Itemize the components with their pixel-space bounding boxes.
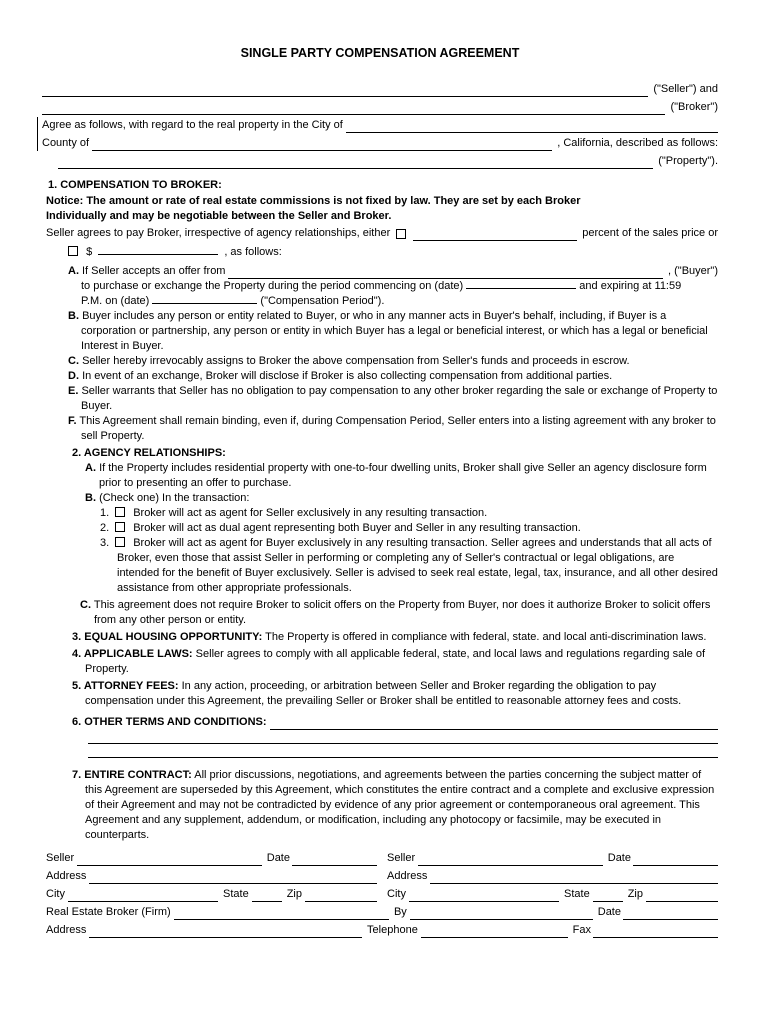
seller-1-state-label: State (223, 888, 249, 900)
agree-text: Agree as follows, with regard to the real property in the City of (42, 119, 343, 131)
agency-option-3 (100, 536, 718, 596)
buyer-tag-label: , ("Buyer") (668, 265, 718, 277)
broker-by-label: By (393, 906, 407, 918)
seller-2-date-field[interactable] (633, 854, 718, 866)
item-1b-letter: B. (68, 310, 79, 322)
buyer-name-field[interactable] (228, 267, 663, 279)
commencing-date-field[interactable] (466, 279, 576, 289)
seller-1-date-field[interactable] (292, 854, 377, 866)
item-1a-line-2 (81, 279, 718, 294)
broker-tag-label: ("Broker") (670, 101, 718, 113)
commission-notice: Notice: The amount or rate of real estate commissions is not fixed by law. They are set by each Broker Individually and may be negotiable between the Seller and Broker. (46, 195, 581, 222)
option-1-text: Broker will act as agent for Seller exclusively in any resulting transaction. (133, 507, 488, 519)
item-1f-letter: F. (68, 415, 77, 427)
item-1a-line3-text: P.M. on (date) (81, 295, 150, 307)
seller-2-address-label: Address (387, 870, 428, 882)
item-2a-letter: A. (85, 462, 96, 474)
item-1c-text: Seller hereby irrevocably assigns to Broker the above compensation from Seller's funds and proceeds in escrow. (82, 355, 630, 367)
option-2-text: Broker will act as dual agent representing both Buyer and Seller in any resulting transaction. (133, 522, 581, 534)
seller-1-signature-field[interactable] (77, 854, 262, 866)
item-1a-line1-text: If Seller accepts an offer from (82, 265, 226, 277)
item-1c (68, 354, 718, 369)
section-3-heading: 3. EQUAL HOUSING OPPORTUNITY: (72, 631, 263, 643)
item-1a (42, 263, 718, 309)
item-1d-letter: D. (68, 370, 79, 382)
compensation-period-label: ("Compensation Period"). (260, 295, 385, 307)
property-description-field[interactable] (58, 157, 653, 169)
city-field[interactable] (346, 121, 718, 133)
section-2-heading: 2. AGENCY RELATIONSHIPS: (72, 447, 226, 459)
section-6-heading: 6. OTHER TERMS AND CONDITIONS: (72, 716, 267, 728)
item-1a-line-3 (81, 294, 718, 309)
item-1e-text: Seller warrants that Seller has no obligation to pay compensation to any other broker regarding the sale or exchange of Property to Buyer. (81, 385, 718, 412)
item-1c-letter: C. (68, 355, 79, 367)
signature-block (46, 851, 718, 938)
seller-2-label: Seller (387, 852, 416, 864)
seller-1-city-group (46, 887, 377, 902)
broker-address-label: Address (46, 924, 87, 936)
seller-2-date-label: Date (607, 852, 631, 864)
compensation-dollar-line (68, 245, 718, 260)
agency-option-1 (100, 506, 718, 521)
seller-2-address-group (387, 869, 718, 884)
item-1e (68, 384, 718, 414)
seller-1-zip-field[interactable] (305, 890, 377, 902)
broker-address-row (46, 923, 718, 938)
item-2a-text: If the Property includes residential property with one-to-four dwelling units, Broker shall give Seller an agency disclosure form prior to presenting an offer to purchase. (99, 462, 707, 489)
item-1b-text: Buyer includes any person or entity related to Buyer, or who in any manner acts in Buyer's behalf, including, if Buyer is a corporation or partnership, any person or entity in which Buyer has a legal or beneficial interest, or which has a legal or beneficial Interest in Buyer. (81, 310, 708, 352)
seller-2-city-group (387, 887, 718, 902)
percent-checkbox[interactable] (396, 229, 406, 239)
seller-1-zip-label: Zip (286, 888, 302, 900)
property-tag-label: ("Property"). (658, 155, 718, 167)
section-5 (72, 679, 718, 709)
item-1a-letter: A. (68, 265, 79, 277)
section-4 (72, 647, 718, 677)
option-1-number: 1. (100, 507, 110, 519)
dollar-sign: $ (86, 246, 93, 258)
section-5-heading: 5. ATTORNEY FEES: (72, 680, 179, 692)
item-2b (85, 491, 718, 506)
seller-name-line (42, 81, 718, 97)
expiration-date-field[interactable] (152, 294, 257, 304)
item-2a (85, 461, 718, 491)
property-line (42, 153, 718, 169)
section-3-text: The Property is offered in compliance with federal, state. and local anti-discrimination laws. (265, 631, 707, 643)
section-1-heading: 1. COMPENSATION TO BROKER: (48, 179, 222, 191)
option-3-text: Broker will act as agent for Buyer exclusively in any resulting transaction. Seller agrees and understands that all acts of Broker, even those that assist Seller in performing or completing any of Seller's contractual or legal obligations, are intended for the benefit of Buyer exclusively. Seller is advised to seek real estate, legal, tax, insurance, and all other desired assistance from other appropriate professionals. (117, 537, 718, 594)
option-3-number: 3. (100, 537, 110, 549)
seller-1-city-field[interactable] (68, 890, 218, 902)
option-2-number: 2. (100, 522, 110, 534)
section-7-text: All prior discussions, negotiations, and agreements between the parties concerning the subject matter of this Agreement are superseded by this Agreement, which constitutes the entire contract and a complete and exclusive expression of their Agreement and may not be contradicted by evidence of any prior agreement or contemporaneous oral agreement. This Agreement and any supplement, addendum, or modification, including any photocopy or facsimile, may be executed in counterparts. (85, 769, 715, 841)
pay-suffix-text: percent of the sales price or (582, 227, 718, 239)
broker-name-line (42, 99, 718, 115)
seller-name-field[interactable] (42, 85, 648, 97)
city-line (42, 117, 718, 133)
other-terms-field-1[interactable] (270, 718, 718, 730)
seller-2-state-field[interactable] (593, 890, 623, 902)
item-2b-letter: B. (85, 492, 96, 504)
dollar-checkbox[interactable] (68, 246, 78, 256)
seller-1-state-field[interactable] (252, 890, 282, 902)
california-text: , California, described as follows: (557, 137, 718, 149)
seller-1-address-group (46, 869, 377, 884)
section-3 (72, 630, 718, 645)
item-1d (68, 369, 718, 384)
item-1a-line2-suffix: and expiring at 11:59 (579, 280, 682, 292)
pay-prefix-text: Seller agrees to pay Broker, irrespective of agency relationships, either (46, 227, 391, 239)
item-2b-text: (Check one) In the transaction: (99, 492, 250, 504)
item-1d-text: In event of an exchange, Broker will disclose if Broker is also collecting compensation from additional parties. (82, 370, 613, 382)
compensation-percent-line (46, 225, 718, 241)
dollar-amount-field[interactable] (98, 245, 218, 255)
broker-address-field[interactable] (89, 926, 362, 938)
seller-1-signature-group (46, 851, 377, 866)
as-follows-text: , as follows: (224, 246, 282, 258)
broker-firm-row (46, 905, 718, 920)
seller-1-address-field[interactable] (89, 872, 377, 884)
property-description-block (37, 117, 718, 151)
item-1b (68, 309, 718, 354)
section-4-text: Seller agrees to comply with all applicable federal, state, and local laws and regulations regarding sale of Property. (85, 648, 706, 675)
agency-option-1-checkbox[interactable] (115, 507, 125, 517)
seller-2-address-field[interactable] (430, 872, 718, 884)
agency-option-2-checkbox[interactable] (115, 522, 125, 532)
broker-fax-label: Fax (572, 924, 591, 936)
section-7 (72, 768, 718, 843)
seller-signature-row (46, 851, 718, 866)
seller-2-state-label: State (564, 888, 590, 900)
item-2c-letter: C. (80, 599, 91, 611)
seller-2-city-label: City (387, 888, 406, 900)
item-2c-text: This agreement does not require Broker to solicit offers on the Property from Buyer, nor does it authorize Broker to solicit offers from any other person or entity. (93, 599, 711, 626)
seller-2-signature-group (387, 851, 718, 866)
county-label: County of (42, 137, 90, 149)
seller-2-city-field[interactable] (409, 890, 559, 902)
seller-2-zip-field[interactable] (646, 890, 718, 902)
seller-1-city-label: City (46, 888, 65, 900)
section-6 (72, 714, 718, 730)
seller-1-date-label: Date (266, 852, 290, 864)
document-title: SINGLE PARTY COMPENSATION AGREEMENT (240, 46, 520, 60)
broker-date-label: Date (597, 906, 621, 918)
other-terms-field-2[interactable] (88, 730, 718, 744)
broker-telephone-label: Telephone (367, 924, 418, 936)
item-2c (80, 598, 718, 628)
seller-2-signature-field[interactable] (418, 854, 603, 866)
section-7-heading: 7. ENTIRE CONTRACT: (72, 769, 192, 781)
broker-name-field[interactable] (42, 103, 665, 115)
item-1f (68, 414, 718, 444)
seller-address-row (46, 869, 718, 884)
agency-option-2 (100, 521, 718, 536)
county-line (42, 135, 718, 151)
agency-option-3-checkbox[interactable] (115, 537, 125, 547)
broker-firm-label: Real Estate Broker (Firm) (46, 906, 171, 918)
percent-amount-field[interactable] (413, 229, 577, 241)
seller-2-zip-label: Zip (627, 888, 643, 900)
broker-fax-field[interactable] (593, 926, 718, 938)
other-terms-field-3[interactable] (88, 744, 718, 758)
broker-telephone-field[interactable] (421, 926, 568, 938)
section-4-heading: 4. APPLICABLE LAWS: (72, 648, 193, 660)
item-1e-letter: E. (68, 385, 79, 397)
item-1f-text: This Agreement shall remain binding, even if, during Compensation Period, Seller enters into a listing agreement with any broker to sell Property. (79, 415, 716, 442)
broker-date-field[interactable] (623, 908, 718, 920)
seller-tag-label: ("Seller") and (653, 83, 718, 95)
broker-by-field[interactable] (410, 908, 593, 920)
seller-1-label: Seller (46, 852, 75, 864)
seller-1-address-label: Address (46, 870, 87, 882)
item-1a-line2-text: to purchase or exchange the Property during the period commencing on (date) (81, 280, 464, 292)
broker-firm-field[interactable] (174, 908, 389, 920)
seller-city-row (46, 887, 718, 902)
item-1a-line-1 (42, 263, 718, 279)
county-field[interactable] (92, 139, 552, 151)
section-5-text: In any action, proceeding, or arbitration between Seller and Broker regarding the obligation to pay compensation under this Agreement, the prevailing Seller or Broker shall be entitled to reasonable attorney fees and costs. (85, 680, 682, 707)
